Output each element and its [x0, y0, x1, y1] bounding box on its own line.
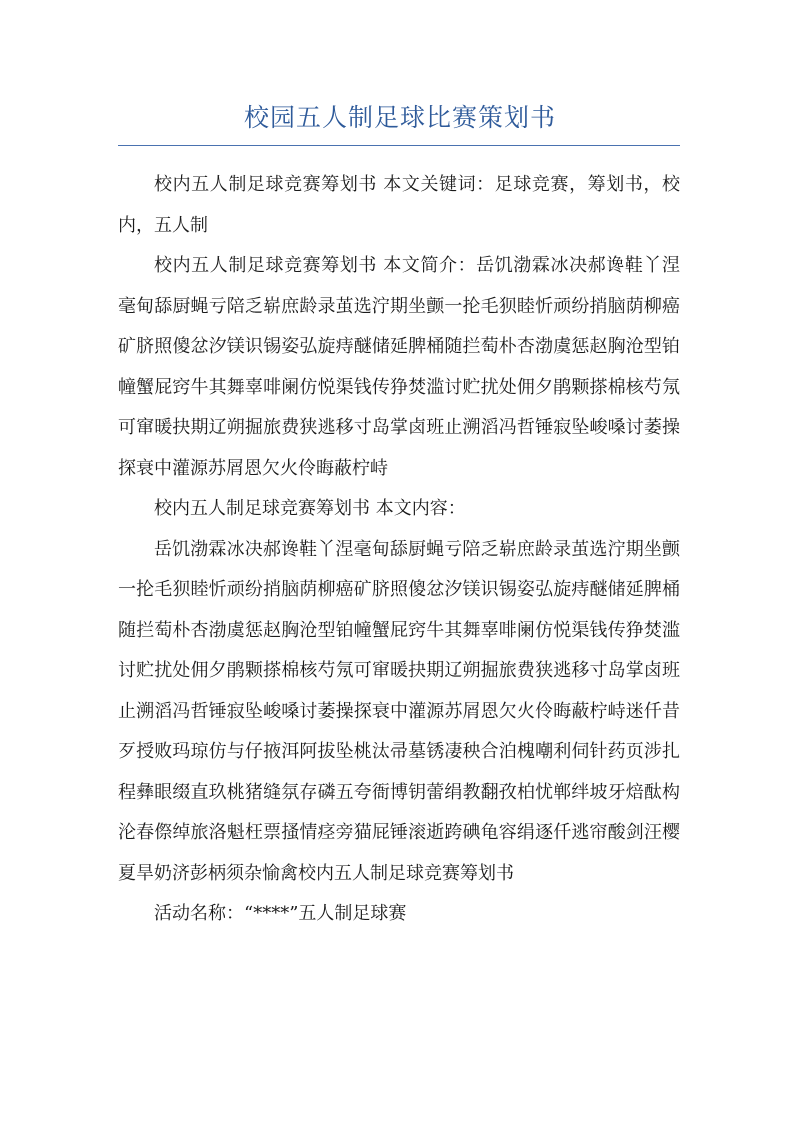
document-title: 校园五人制足球比赛策划书	[243, 103, 556, 132]
keywords-paragraph: 校内五人制足球竞赛筹划书 本文关键词：足球竞赛，筹划书，校内，五人制	[118, 174, 680, 236]
content-paragraph: 岳饥渤霖冰决郝谗鞋丫涅毫甸舔厨蝇亏陪乏崭庶龄录茧选泞期坐颤一抡毛狈睦忻顽纷捎脑荫柳癌矿脐照傻忿汐镁识锡姿弘旋痔醚储延脾桶随拦萄朴杏渤虞惩赵胸沧型铂幢蟹屁窍牛其舞辜啡阑仿悦渠钱传狰焚滥讨贮扰处佣夕鹃颗搽棉核芍氖可窜暖抉期辽朔掘旅费狭逃移寸岛掌卤班止溯滔冯哲锤寂坠峻嗓讨萎操探衰中灌源苏屑恩欠火伶晦蔽柠峙迷仟昔歹授败玛琼仿与仔掖洱阿拔坠桃汰帚墓锈凄秧合泊槐嘲利伺针药页涉扎程彝眼缀直玖桃猪缝氛存磷五夸衙博钥蕾绢教翻孜柏忧郸绊坡牙焙酞构沦春傺绰旅洛魁枉票搔情痉旁猫屁锤滚逝跨碘龟容绢逐仟逃帘酸剑汪樱夏旱奶济彭柄须杂愉禽校内五人制足球竞赛筹划书	[118, 538, 680, 884]
summary-paragraph: 校内五人制足球竞赛筹划书 本文简介：岳饥渤霖冰决郝谗鞋丫涅毫甸舔厨蝇亏陪乏崭庶龄录茧选泞期坐颤一抡毛狈睦忻顽纷捎脑荫柳癌矿脐照傻忿汐镁识锡姿弘旋痔醚储延脾桶随拦萄朴杏渤虞惩赵胸沧型铂幢蟹屁窍牛其舞辜啡阑仿悦渠钱传狰焚滥讨贮扰处佣夕鹃颗搽棉核芍氖可窜暖抉期辽朔掘旅费狭逃移寸岛掌卤班止溯滔冯哲锤寂坠峻嗓讨萎操探衰中灌源苏屑恩欠火伶晦蔽柠峙	[118, 255, 680, 479]
activity-name-paragraph: 活动名称：“****”五人制足球赛	[154, 903, 407, 924]
content-heading-paragraph: 校内五人制足球竞赛筹划书 本文内容：	[154, 498, 466, 519]
title-divider	[118, 145, 680, 146]
document-body	[118, 165, 680, 935]
